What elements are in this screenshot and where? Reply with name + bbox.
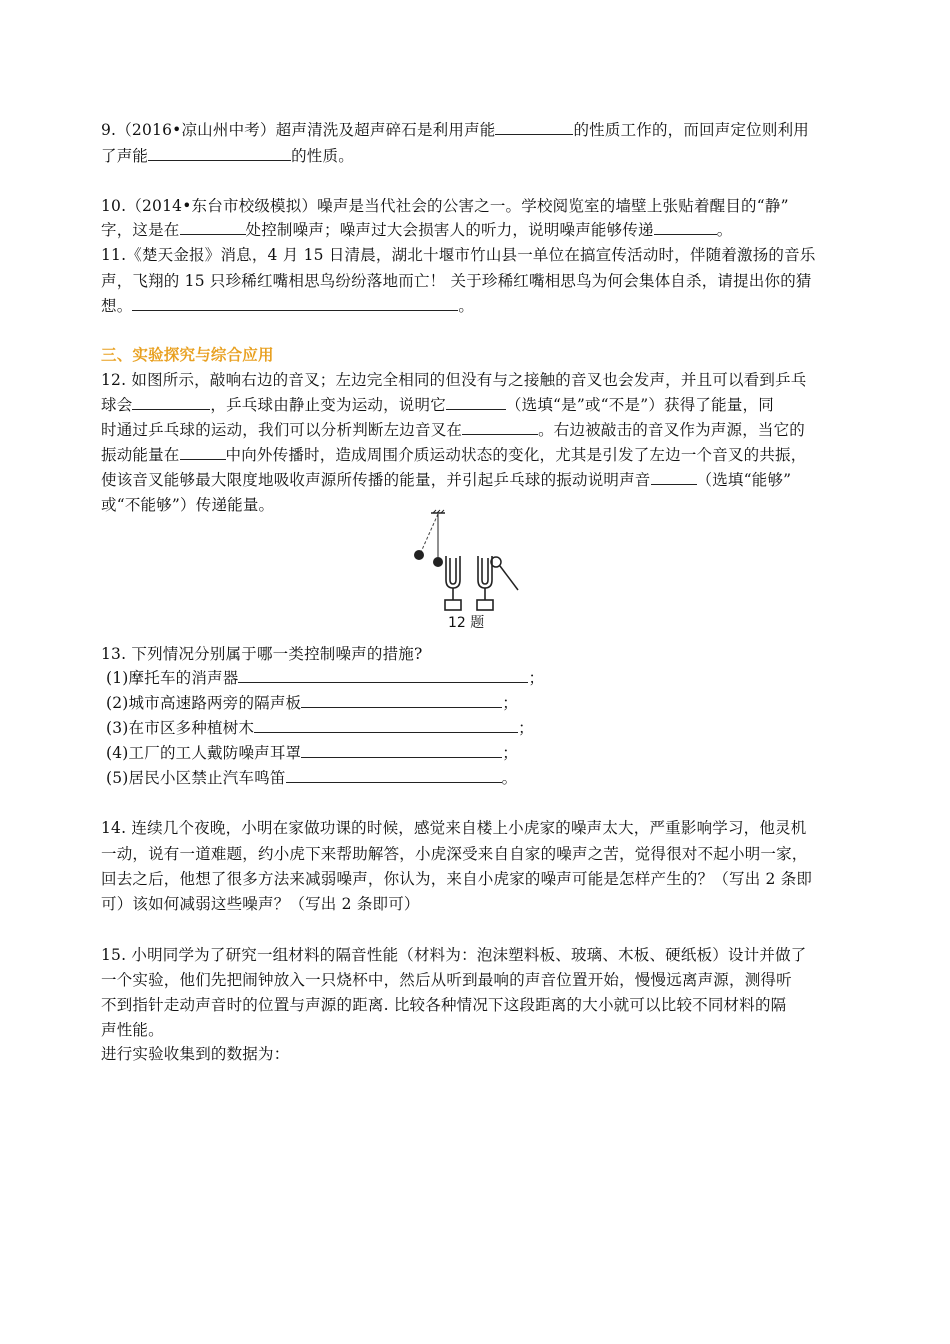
q13-item-2 [106, 693, 518, 713]
mallet-handle [500, 566, 518, 590]
q15-line-1: 15. 小明同学为了研究一组材料的隔音性能（材料为：泡沫塑料板、玻璃、木板、硬纸板）设计并做了 [101, 946, 807, 964]
q12-text: 。右边被敲击的音叉作为声源，当它的 [538, 421, 806, 439]
q15-line-5: 进行实验收集到的数据为： [101, 1045, 290, 1063]
q14-line-4: 可）该如何减弱这些噪声？（写出 2 条即可） [101, 895, 420, 913]
q9-blank-2[interactable] [148, 146, 291, 161]
q9-text: 的性质工作的，而回声定位则利用 [573, 121, 809, 139]
q12-blank-3[interactable] [462, 420, 538, 435]
q13-stem: 13. 下列情况分别属于哪一类控制噪声的措施? [101, 645, 423, 663]
q13-item-end: 。 [501, 769, 518, 787]
q12-line-5 [101, 470, 791, 490]
left-tuning-fork [445, 556, 461, 610]
q14-line-3: 回去之后，他想了很多方法来减弱噪声，你认为，来自小虎家的噪声可能是怎样产生的？（写出 2 条即 [101, 870, 813, 888]
q12-text: ，乒乓球由静止变为运动，说明它 [210, 396, 446, 414]
section-heading: 三、实验探究与综合应用 [101, 345, 274, 364]
q12-text: （选填“是”或“不是”）获得了能量，同 [505, 396, 774, 414]
q15-line-4: 声性能。 [101, 1021, 164, 1039]
q13-item-text: (5)居民小区禁止汽车鸣笛 [106, 769, 286, 787]
q12-blank-4[interactable] [180, 445, 226, 460]
q11-line-3 [101, 296, 474, 316]
q10-line-1: 10.（2014•东台市校级模拟）噪声是当代社会的公害之一。学校阅览室的墙壁上张贴着醒目的“静” [101, 197, 789, 215]
q13-item-1 [106, 668, 544, 688]
q11-line-1: 11.《楚天金报》消息，4 月 15 日清晨，湖北十堰市竹山县一单位在搞宣传活动时，伴随着激扬的音乐 [101, 246, 816, 264]
q13-blank-4[interactable] [301, 743, 502, 758]
q12-line-3 [101, 420, 805, 440]
q13-blank-5[interactable] [286, 768, 502, 783]
q15-line-2: 一个实验，他们先把闹钟放入一只烧杯中，然后从听到最响的声音位置开始，慢慢远离声源，测得听 [101, 971, 792, 989]
q12-blank-5[interactable] [651, 470, 697, 485]
q12-text: （选填“能够” [696, 471, 792, 489]
q10-line-2 [101, 220, 732, 240]
q11-blank[interactable] [132, 296, 458, 311]
q12-text: 球会 [101, 396, 133, 414]
q9-line-1 [101, 120, 809, 140]
q10-text: 。 [716, 221, 733, 239]
q12-line-6: 或“不能够”）传递能量。 [101, 496, 275, 514]
q12-text: 使该音叉能够最大限度地吸收声源所传播的能量，并引起乒乓球的振动说明声音 [101, 471, 651, 489]
q13-item-end: ； [518, 719, 534, 737]
q13-blank-2[interactable] [301, 693, 502, 708]
q13-blank-1[interactable] [238, 668, 528, 683]
q11-text: 。 [458, 297, 475, 315]
ping-pong-ball [433, 557, 443, 567]
q14-line-1: 14. 连续几个夜晚，小明在家做功课的时候，感觉来自楼上小虎家的噪声太大，严重影响学习，他灵机 [101, 819, 807, 837]
q12-line-1: 12. 如图所示，敲响右边的音叉；左边完全相同的但没有与之接触的音叉也会发声，并且可以看到乒乓 [101, 371, 807, 389]
q13-blank-3[interactable] [254, 718, 518, 733]
right-tuning-fork [477, 556, 493, 610]
q10-text: 字，这是在 [101, 221, 180, 239]
q11-line-2: 声，飞翔的 15 只珍稀红嘴相思鸟纷纷落地而亡！ 关于珍稀红嘴相思鸟为何会集体自杀，请提出你的猜 [101, 272, 812, 290]
q13-item-text: (1)摩托车的消声器 [106, 669, 239, 687]
q13-item-end: ； [528, 669, 545, 687]
q9-line-2 [101, 146, 354, 166]
q13-item-text: (4)工厂的工人戴防噪声耳罩 [106, 744, 302, 762]
ping-pong-ball-swung [414, 550, 424, 560]
q12-blank-2[interactable] [446, 395, 506, 410]
q12-line-2 [101, 395, 774, 415]
q13-item-text: (3)在市区多种植树木 [106, 719, 255, 737]
q15-line-3: 不到指针走动声音时的位置与声源的距离. 比较各种情况下这段距离的大小就可以比较不同材料的隔 [101, 996, 787, 1014]
q9-text: 了声能 [101, 147, 149, 165]
q13-item-5 [106, 768, 517, 788]
q14-line-2: 一动，说有一道难题，约小虎下来帮助解答，小虎深受来自自家的噪声之苦，觉得很对不起小明一家， [101, 845, 808, 863]
q12-text: 中向外传播时，造成周围介质运动状态的变化，尤其是引发了左边一个音叉的共振， [225, 446, 807, 464]
q12-blank-1[interactable] [132, 395, 210, 410]
q13-item-3 [106, 718, 534, 738]
figure-caption: 12 题 [448, 615, 485, 631]
q12-text: 时通过乒乓球的运动，我们可以分析判断左边音叉在 [101, 421, 463, 439]
q11-text: 想。 [101, 297, 133, 315]
q12-text: 振动能量在 [101, 446, 180, 464]
q10-blank-2[interactable] [654, 220, 717, 235]
q13-item-end: ； [502, 694, 518, 712]
q13-item-4 [106, 743, 518, 763]
q13-item-text: (2)城市高速路两旁的隔声板 [106, 694, 302, 712]
q10-blank-1[interactable] [180, 220, 246, 235]
swing-path [421, 514, 438, 552]
q13-item-end: ； [502, 744, 518, 762]
q10-text: 处控制噪声；噪声过大会损害人的听力，说明噪声能够传递 [245, 221, 654, 239]
q9-text: 的性质。 [291, 147, 354, 165]
q12-line-4 [101, 445, 806, 465]
q9-text: 9.（2016•凉山州中考）超声清洗及超声碎石是利用声能 [101, 121, 496, 139]
q9-blank-1[interactable] [495, 120, 573, 135]
